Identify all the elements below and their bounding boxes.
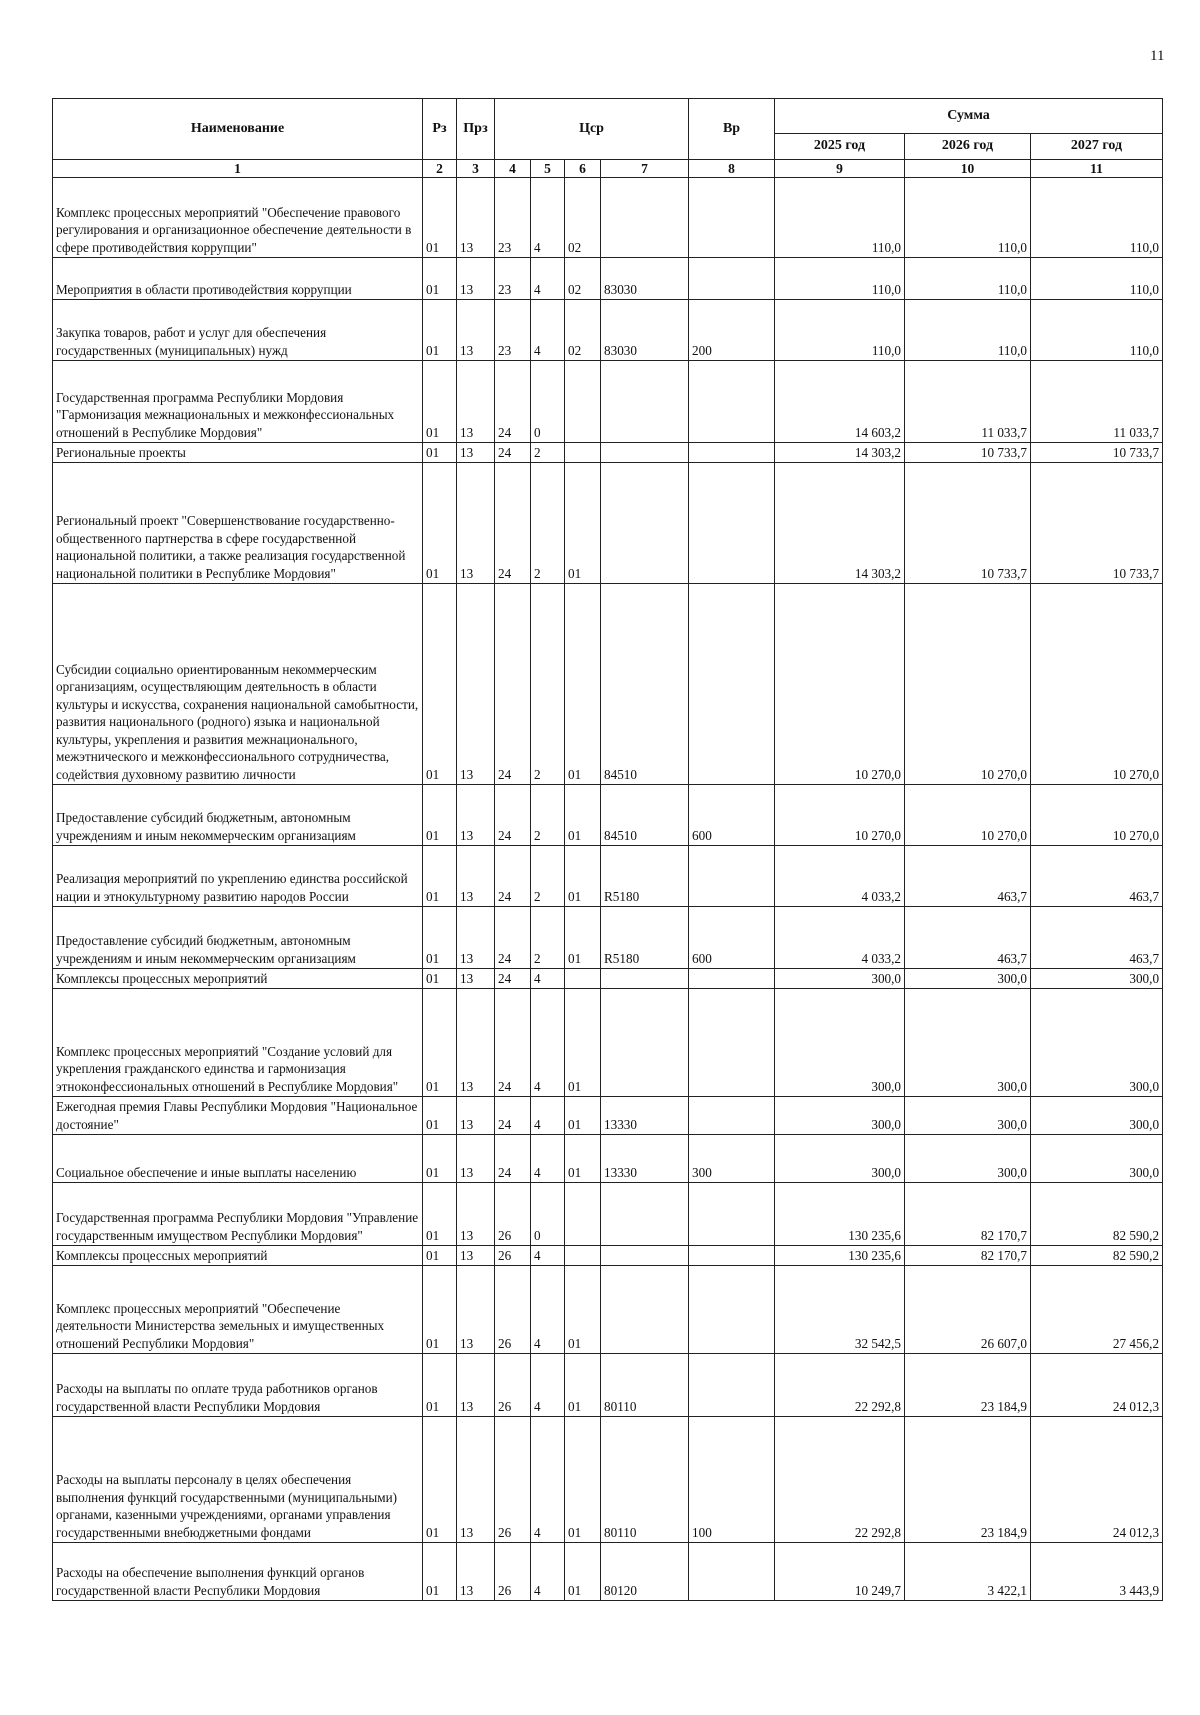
page-number: 11 (1150, 48, 1165, 64)
row-sum-2026: 463,7 (905, 846, 1031, 907)
row-csr-direction (601, 1246, 689, 1266)
row-prz: 13 (457, 1543, 495, 1601)
row-csr-type: 4 (531, 300, 565, 361)
table-row (53, 989, 1163, 1097)
row-sum-2025: 300,0 (775, 1097, 905, 1135)
table-row (53, 463, 1163, 584)
col-number: 4 (495, 160, 531, 178)
row-csr-program: 26 (495, 1543, 531, 1601)
row-sum-2027: 110,0 (1031, 300, 1163, 361)
row-prz: 13 (457, 1417, 495, 1543)
row-sum-2027: 3 443,9 (1031, 1543, 1163, 1601)
row-prz: 13 (457, 258, 495, 300)
table-row (53, 785, 1163, 846)
row-csr-direction (601, 1266, 689, 1354)
header-year-2026: 2026 год (905, 134, 1031, 160)
row-csr-subprogram: 02 (565, 300, 601, 361)
row-sum-2026: 11 033,7 (905, 361, 1031, 443)
row-prz: 13 (457, 1097, 495, 1135)
header-year-2025: 2025 год (775, 134, 905, 160)
row-csr-subprogram: 01 (565, 1266, 601, 1354)
row-csr-type: 4 (531, 1354, 565, 1417)
table-row (53, 1266, 1163, 1354)
row-prz: 13 (457, 584, 495, 785)
row-csr-program: 26 (495, 1183, 531, 1246)
row-csr-program: 24 (495, 584, 531, 785)
row-name: Расходы на выплаты персоналу в целях обеспечения выполнения функций государственными (муниципальными) органами, казенными учреждениями, органами управления государственными внебюджетными фондами (53, 1417, 423, 1543)
row-vr: 600 (689, 785, 775, 846)
col-number: 3 (457, 160, 495, 178)
row-csr-program: 23 (495, 258, 531, 300)
row-sum-2026: 82 170,7 (905, 1246, 1031, 1266)
row-sum-2027: 82 590,2 (1031, 1246, 1163, 1266)
col-number: 5 (531, 160, 565, 178)
table-row (53, 178, 1163, 258)
row-csr-type: 4 (531, 1543, 565, 1601)
row-sum-2025: 110,0 (775, 300, 905, 361)
table-row (53, 258, 1163, 300)
row-prz: 13 (457, 969, 495, 989)
row-csr-type: 4 (531, 178, 565, 258)
table-row (53, 1097, 1163, 1135)
row-vr (689, 361, 775, 443)
row-name: Комплексы процессных мероприятий (53, 1246, 423, 1266)
row-rz: 01 (423, 989, 457, 1097)
row-sum-2025: 14 303,2 (775, 463, 905, 584)
row-csr-subprogram: 01 (565, 907, 601, 969)
row-sum-2026: 463,7 (905, 907, 1031, 969)
row-sum-2027: 110,0 (1031, 178, 1163, 258)
row-sum-2026: 10 733,7 (905, 463, 1031, 584)
row-csr-direction: 13330 (601, 1135, 689, 1183)
row-csr-program: 26 (495, 1246, 531, 1266)
row-sum-2027: 10 270,0 (1031, 584, 1163, 785)
row-csr-direction: R5180 (601, 907, 689, 969)
row-csr-program: 24 (495, 969, 531, 989)
table-row (53, 361, 1163, 443)
table-body (53, 178, 1163, 1601)
header-vr: Вр (689, 99, 775, 160)
row-csr-subprogram: 01 (565, 1354, 601, 1417)
row-csr-type: 4 (531, 1266, 565, 1354)
row-csr-subprogram: 01 (565, 1097, 601, 1135)
row-vr (689, 1266, 775, 1354)
row-sum-2026: 110,0 (905, 178, 1031, 258)
row-sum-2027: 463,7 (1031, 846, 1163, 907)
row-sum-2025: 10 249,7 (775, 1543, 905, 1601)
row-sum-2026: 300,0 (905, 1097, 1031, 1135)
row-rz: 01 (423, 969, 457, 989)
row-name: Предоставление субсидий бюджетным, автономным учреждениям и иным некоммерческим организациям (53, 907, 423, 969)
row-csr-type: 2 (531, 463, 565, 584)
row-csr-direction: R5180 (601, 846, 689, 907)
row-sum-2027: 300,0 (1031, 969, 1163, 989)
row-rz: 01 (423, 846, 457, 907)
row-sum-2027: 10 733,7 (1031, 463, 1163, 584)
row-prz: 13 (457, 907, 495, 969)
row-csr-type: 4 (531, 1246, 565, 1266)
row-sum-2026: 23 184,9 (905, 1354, 1031, 1417)
row-csr-type: 2 (531, 785, 565, 846)
row-csr-subprogram: 01 (565, 1135, 601, 1183)
row-sum-2027: 27 456,2 (1031, 1266, 1163, 1354)
row-prz: 13 (457, 1246, 495, 1266)
row-csr-direction: 13330 (601, 1097, 689, 1135)
row-csr-type: 4 (531, 1417, 565, 1543)
row-sum-2025: 300,0 (775, 989, 905, 1097)
row-name: Государственная программа Республики Мордовия "Управление государственным имуществом Республики Мордовия" (53, 1183, 423, 1246)
row-csr-direction: 80110 (601, 1417, 689, 1543)
row-csr-subprogram (565, 1183, 601, 1246)
row-csr-type: 2 (531, 907, 565, 969)
row-vr: 600 (689, 907, 775, 969)
row-sum-2025: 130 235,6 (775, 1246, 905, 1266)
col-number: 11 (1031, 160, 1163, 178)
row-sum-2027: 24 012,3 (1031, 1417, 1163, 1543)
row-sum-2025: 300,0 (775, 1135, 905, 1183)
row-prz: 13 (457, 989, 495, 1097)
table-row (53, 1246, 1163, 1266)
row-sum-2027: 300,0 (1031, 1097, 1163, 1135)
row-csr-subprogram: 01 (565, 1417, 601, 1543)
table-row (53, 969, 1163, 989)
row-csr-subprogram: 01 (565, 584, 601, 785)
row-csr-subprogram: 01 (565, 989, 601, 1097)
row-sum-2025: 4 033,2 (775, 846, 905, 907)
row-csr-type: 4 (531, 1097, 565, 1135)
row-csr-type: 4 (531, 1135, 565, 1183)
row-rz: 01 (423, 1135, 457, 1183)
row-prz: 13 (457, 846, 495, 907)
table-row (53, 1417, 1163, 1543)
row-sum-2027: 300,0 (1031, 989, 1163, 1097)
row-prz: 13 (457, 1354, 495, 1417)
row-csr-subprogram: 01 (565, 1543, 601, 1601)
row-sum-2026: 26 607,0 (905, 1266, 1031, 1354)
row-csr-program: 23 (495, 178, 531, 258)
row-name: Социальное обеспечение и иные выплаты населению (53, 1135, 423, 1183)
row-sum-2025: 32 542,5 (775, 1266, 905, 1354)
row-name: Ежегодная премия Главы Республики Мордовия "Национальное достояние" (53, 1097, 423, 1135)
row-name: Субсидии социально ориентированным некоммерческим организациям, осуществляющим деятельность в области культуры и искусства, сохранения национальной самобытности, развития национального (родного) языка и национальной культуры, укрепления и развития межнационального, межэтнического и межконфессионального сотрудничества, содействия духовному развитию личности (53, 584, 423, 785)
row-csr-direction: 83030 (601, 300, 689, 361)
row-csr-subprogram (565, 361, 601, 443)
row-sum-2026: 82 170,7 (905, 1183, 1031, 1246)
row-sum-2027: 82 590,2 (1031, 1183, 1163, 1246)
row-csr-direction (601, 463, 689, 584)
row-name: Реализация мероприятий по укреплению единства российской нации и этнокультурному развитию народов России (53, 846, 423, 907)
header-csr: Цср (495, 99, 689, 160)
row-sum-2026: 10 270,0 (905, 584, 1031, 785)
row-vr (689, 1246, 775, 1266)
col-number: 8 (689, 160, 775, 178)
row-sum-2026: 300,0 (905, 969, 1031, 989)
row-csr-program: 24 (495, 785, 531, 846)
row-csr-type: 4 (531, 989, 565, 1097)
row-name: Региональные проекты (53, 443, 423, 463)
row-csr-subprogram (565, 1246, 601, 1266)
row-csr-type: 2 (531, 584, 565, 785)
table-row (53, 300, 1163, 361)
row-name: Комплексы процессных мероприятий (53, 969, 423, 989)
row-csr-type: 4 (531, 969, 565, 989)
row-vr (689, 1543, 775, 1601)
row-rz: 01 (423, 258, 457, 300)
row-sum-2026: 10 733,7 (905, 443, 1031, 463)
row-sum-2026: 300,0 (905, 989, 1031, 1097)
table-row (53, 1543, 1163, 1601)
row-sum-2027: 24 012,3 (1031, 1354, 1163, 1417)
row-prz: 13 (457, 1183, 495, 1246)
table-row (53, 846, 1163, 907)
row-rz: 01 (423, 1183, 457, 1246)
row-csr-program: 24 (495, 361, 531, 443)
row-sum-2025: 22 292,8 (775, 1354, 905, 1417)
header-name: Наименование (53, 99, 423, 160)
row-vr (689, 443, 775, 463)
row-csr-direction: 84510 (601, 584, 689, 785)
row-vr (689, 846, 775, 907)
row-csr-direction: 83030 (601, 258, 689, 300)
row-rz: 01 (423, 1354, 457, 1417)
row-csr-direction (601, 1183, 689, 1246)
row-csr-direction (601, 989, 689, 1097)
row-sum-2026: 110,0 (905, 258, 1031, 300)
row-rz: 01 (423, 1417, 457, 1543)
row-prz: 13 (457, 1135, 495, 1183)
row-csr-direction: 84510 (601, 785, 689, 846)
col-number: 2 (423, 160, 457, 178)
row-csr-type: 0 (531, 1183, 565, 1246)
row-rz: 01 (423, 785, 457, 846)
table-row (53, 1354, 1163, 1417)
row-vr: 200 (689, 300, 775, 361)
row-name: Закупка товаров, работ и услуг для обеспечения государственных (муниципальных) нужд (53, 300, 423, 361)
row-sum-2025: 300,0 (775, 969, 905, 989)
row-csr-subprogram: 01 (565, 785, 601, 846)
header-prz: Прз (457, 99, 495, 160)
row-csr-direction: 80120 (601, 1543, 689, 1601)
row-sum-2025: 10 270,0 (775, 584, 905, 785)
row-csr-type: 2 (531, 443, 565, 463)
row-sum-2027: 300,0 (1031, 1135, 1163, 1183)
row-vr (689, 969, 775, 989)
row-csr-direction (601, 361, 689, 443)
row-name: Мероприятия в области противодействия коррупции (53, 258, 423, 300)
row-sum-2025: 10 270,0 (775, 785, 905, 846)
row-vr: 100 (689, 1417, 775, 1543)
header-year-2027: 2027 год (1031, 134, 1163, 160)
row-vr (689, 989, 775, 1097)
row-csr-direction (601, 969, 689, 989)
row-sum-2026: 300,0 (905, 1135, 1031, 1183)
row-sum-2027: 11 033,7 (1031, 361, 1163, 443)
row-vr: 300 (689, 1135, 775, 1183)
row-csr-type: 2 (531, 846, 565, 907)
row-sum-2027: 110,0 (1031, 258, 1163, 300)
row-csr-program: 26 (495, 1354, 531, 1417)
row-sum-2027: 10 733,7 (1031, 443, 1163, 463)
row-sum-2025: 110,0 (775, 178, 905, 258)
col-number: 1 (53, 160, 423, 178)
col-number: 7 (601, 160, 689, 178)
row-prz: 13 (457, 361, 495, 443)
row-vr (689, 1183, 775, 1246)
row-name: Региональный проект "Совершенствование государственно-общественного партнерства в сфере государственной национальной политики, а также реализация государственной национальной политики в Республике Мордовия" (53, 463, 423, 584)
row-csr-type: 4 (531, 258, 565, 300)
row-csr-subprogram: 02 (565, 258, 601, 300)
table-header (53, 99, 1163, 178)
row-name: Комплекс процессных мероприятий "Создание условий для укрепления гражданского единства и гармонизация этноконфессиональных отношений в Республике Мордовия" (53, 989, 423, 1097)
row-sum-2026: 23 184,9 (905, 1417, 1031, 1543)
row-name: Предоставление субсидий бюджетным, автономным учреждениям и иным некоммерческим организациям (53, 785, 423, 846)
row-sum-2027: 463,7 (1031, 907, 1163, 969)
row-csr-program: 24 (495, 846, 531, 907)
row-csr-subprogram: 02 (565, 178, 601, 258)
row-csr-program: 24 (495, 907, 531, 969)
row-csr-subprogram: 01 (565, 463, 601, 584)
row-prz: 13 (457, 300, 495, 361)
row-rz: 01 (423, 1246, 457, 1266)
row-sum-2026: 3 422,1 (905, 1543, 1031, 1601)
row-csr-program: 24 (495, 463, 531, 584)
row-prz: 13 (457, 785, 495, 846)
row-csr-program: 26 (495, 1417, 531, 1543)
row-vr (689, 258, 775, 300)
row-rz: 01 (423, 361, 457, 443)
row-prz: 13 (457, 178, 495, 258)
row-prz: 13 (457, 443, 495, 463)
row-sum-2025: 22 292,8 (775, 1417, 905, 1543)
row-csr-direction: 80110 (601, 1354, 689, 1417)
row-sum-2025: 14 603,2 (775, 361, 905, 443)
row-sum-2025: 4 033,2 (775, 907, 905, 969)
row-name: Расходы на выплаты по оплате труда работников органов государственной власти Республики Мордовия (53, 1354, 423, 1417)
row-rz: 01 (423, 300, 457, 361)
table-row (53, 907, 1163, 969)
col-number: 6 (565, 160, 601, 178)
row-sum-2027: 10 270,0 (1031, 785, 1163, 846)
row-vr (689, 178, 775, 258)
row-prz: 13 (457, 463, 495, 584)
row-sum-2025: 110,0 (775, 258, 905, 300)
row-rz: 01 (423, 1097, 457, 1135)
row-name: Комплекс процессных мероприятий "Обеспечение правового регулирования и организационное обеспечение деятельности в сфере противодействия коррупции" (53, 178, 423, 258)
row-csr-program: 24 (495, 1097, 531, 1135)
col-number: 10 (905, 160, 1031, 178)
header-sum: Сумма (775, 99, 1163, 134)
row-csr-subprogram (565, 443, 601, 463)
row-rz: 01 (423, 443, 457, 463)
row-sum-2026: 110,0 (905, 300, 1031, 361)
row-csr-program: 23 (495, 300, 531, 361)
row-csr-program: 24 (495, 1135, 531, 1183)
row-sum-2025: 14 303,2 (775, 443, 905, 463)
row-csr-type: 0 (531, 361, 565, 443)
row-name: Расходы на обеспечение выполнения функций органов государственной власти Республики Мордовия (53, 1543, 423, 1601)
row-prz: 13 (457, 1266, 495, 1354)
row-sum-2026: 10 270,0 (905, 785, 1031, 846)
row-name: Государственная программа Республики Мордовия "Гармонизация межнациональных и межконфессиональных отношений в Республике Мордовия" (53, 361, 423, 443)
row-csr-subprogram: 01 (565, 846, 601, 907)
row-rz: 01 (423, 1543, 457, 1601)
row-name: Комплекс процессных мероприятий "Обеспечение деятельности Министерства земельных и имущественных отношений Республики Мордовия" (53, 1266, 423, 1354)
column-number-row (53, 160, 1163, 178)
table-row (53, 584, 1163, 785)
row-rz: 01 (423, 1266, 457, 1354)
row-csr-subprogram (565, 969, 601, 989)
row-rz: 01 (423, 178, 457, 258)
row-csr-program: 26 (495, 1266, 531, 1354)
budget-table (52, 98, 1163, 1601)
row-vr (689, 1097, 775, 1135)
row-rz: 01 (423, 584, 457, 785)
col-number: 9 (775, 160, 905, 178)
row-rz: 01 (423, 907, 457, 969)
row-sum-2025: 130 235,6 (775, 1183, 905, 1246)
row-vr (689, 463, 775, 584)
header-rz: Рз (423, 99, 457, 160)
row-csr-program: 24 (495, 989, 531, 1097)
row-csr-program: 24 (495, 443, 531, 463)
table-row (53, 1183, 1163, 1246)
table-row (53, 1135, 1163, 1183)
row-vr (689, 584, 775, 785)
row-csr-direction (601, 443, 689, 463)
table-row (53, 443, 1163, 463)
row-csr-direction (601, 178, 689, 258)
row-vr (689, 1354, 775, 1417)
row-rz: 01 (423, 463, 457, 584)
